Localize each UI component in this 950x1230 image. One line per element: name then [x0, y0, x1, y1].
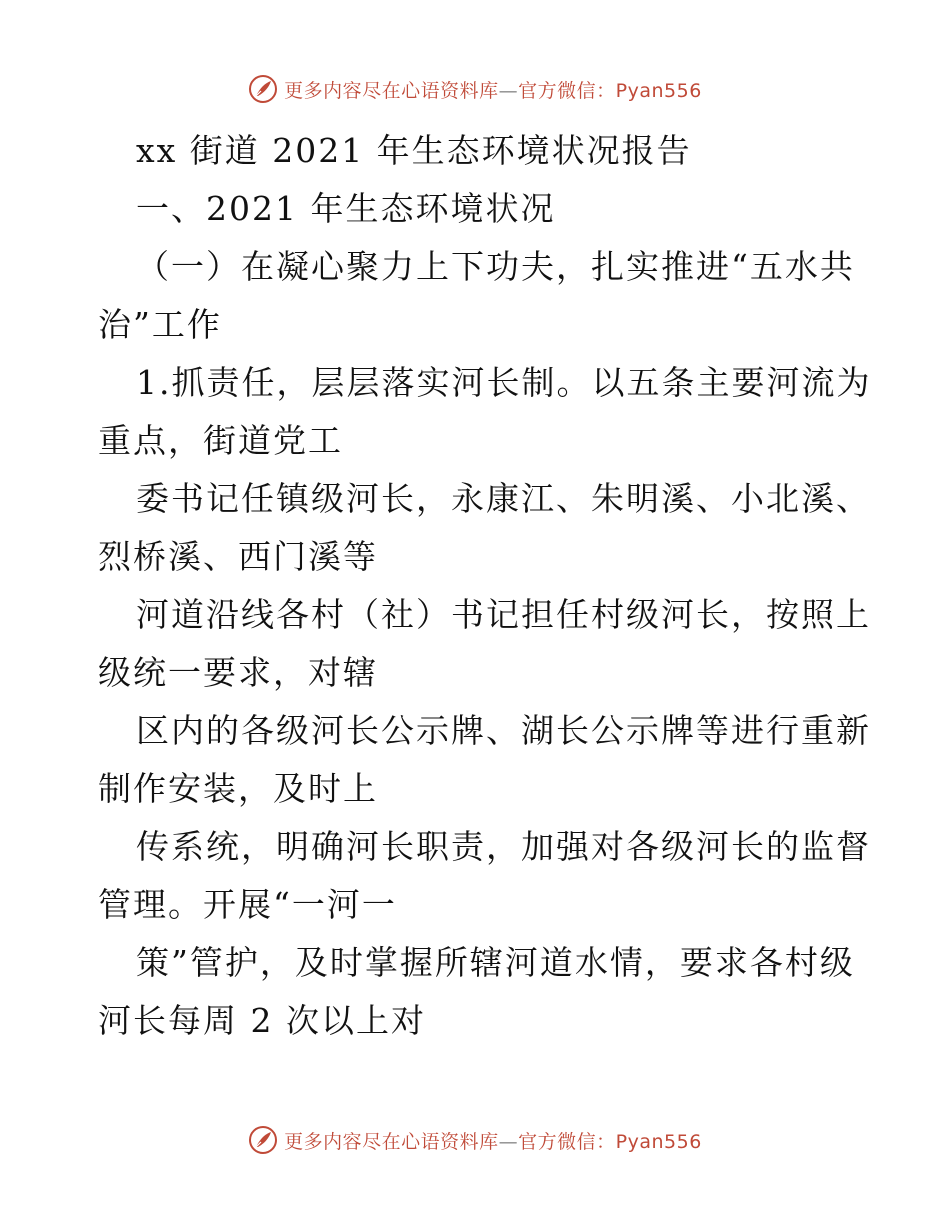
paragraph-line: 制作安装，及时上 [98, 769, 378, 808]
watermark-text [284, 1127, 702, 1154]
watermark-prefix: 更多内容尽在心语资料库 [284, 79, 499, 102]
watermark-header [0, 74, 950, 104]
subsection-heading-cont: 治”工作 [98, 305, 222, 344]
paragraph-line: 传系统，明确河长职责，加强对各级河长的监督 [136, 827, 871, 866]
paragraph-line: 策”管护，及时掌握所辖河道水情，要求各村级 [136, 943, 855, 982]
watermark-footer [0, 1125, 950, 1155]
subsection-heading: （一）在凝心聚力上下功夫，扎实推进“五水共 [136, 247, 855, 286]
watermark-account: 官方微信：Pyan556 [518, 79, 702, 102]
paragraph-line: 委书记任镇级河长，永康江、朱明溪、小北溪、 [136, 479, 871, 518]
paragraph-line: 管理。开展“一河一 [98, 885, 397, 924]
watermark-prefix: 更多内容尽在心语资料库 [284, 1130, 499, 1153]
section-heading: 一、2021 年生态环境状况 [136, 189, 556, 228]
document-title: xx 街道 2021 年生态环境状况报告 [136, 131, 692, 170]
feather-pen-logo-icon [248, 74, 278, 104]
paragraph-line: 级统一要求，对辖 [98, 653, 378, 692]
paragraph-line: 烈桥溪、西门溪等 [98, 537, 378, 576]
paragraph-line: 重点，街道党工 [98, 421, 343, 460]
watermark-account: 官方微信：Pyan556 [518, 1130, 702, 1153]
paragraph-line: 河长每周 2 次以上对 [98, 1001, 426, 1040]
document-body [98, 122, 872, 1050]
paragraph-line: 区内的各级河长公示牌、湖长公示牌等进行重新 [136, 711, 871, 750]
feather-pen-logo-icon [248, 1125, 278, 1155]
paragraph-line: 河道沿线各村（社）书记担任村级河长，按照上 [136, 595, 871, 634]
watermark-text [284, 76, 702, 103]
paragraph-line: 1.抓责任，层层落实河长制。以五条主要河流为 [136, 363, 872, 402]
watermark-dash: — [498, 79, 519, 102]
watermark-dash: — [498, 1130, 519, 1153]
